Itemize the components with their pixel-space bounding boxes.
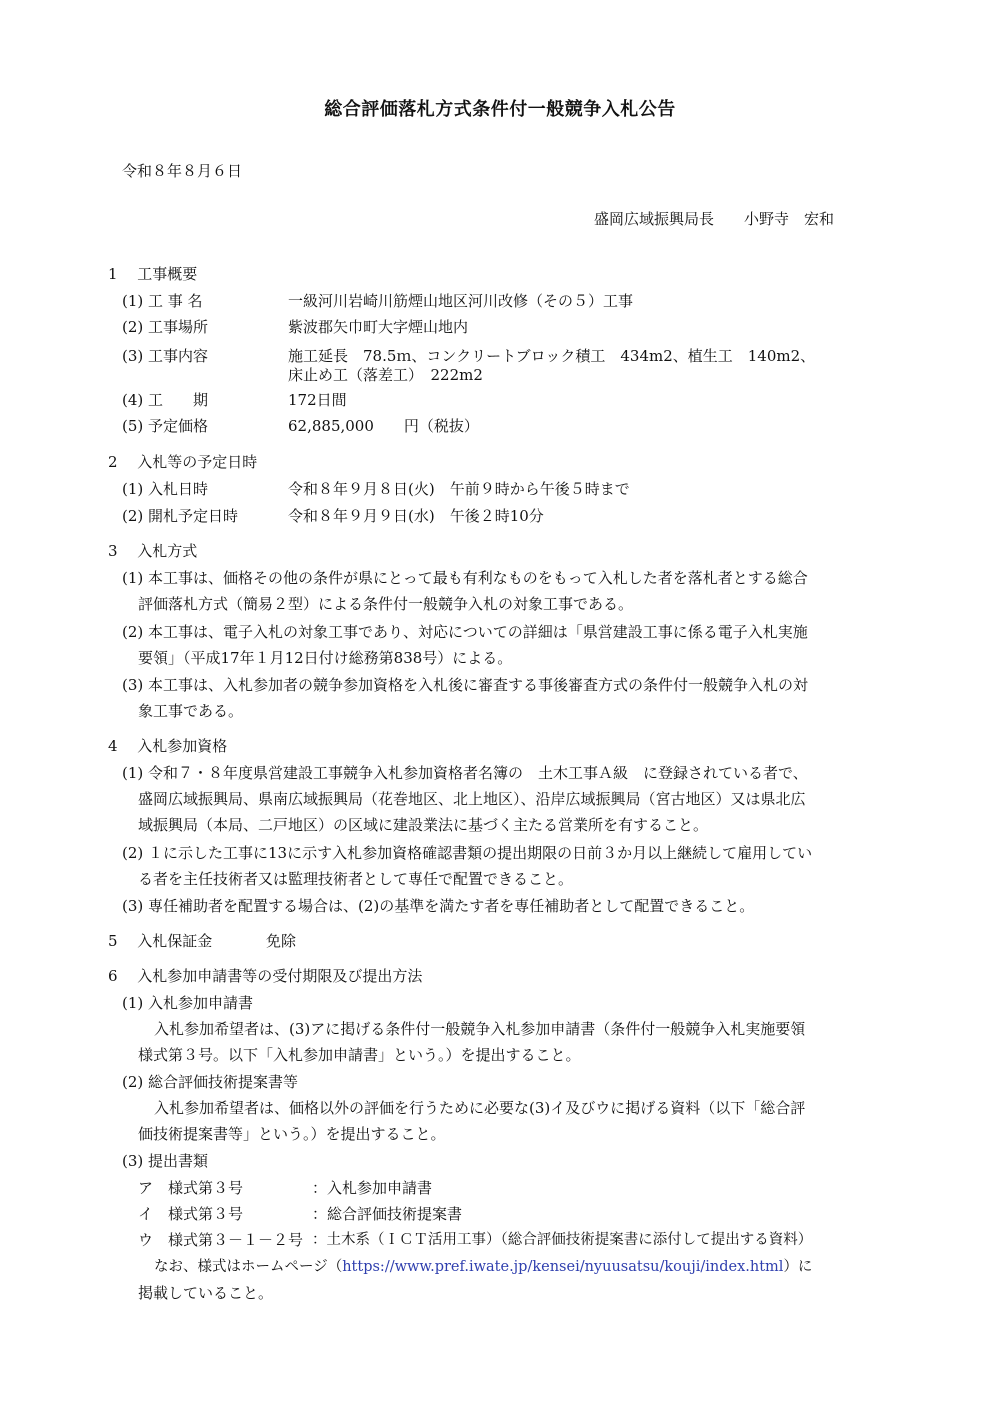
s3-line: (2) 本工事は、電子入札の対象工事であり、対応についての詳細は「県営建設工事に係る電子入札実施: [122, 623, 808, 641]
s6-sub2-line: 価技術提案書等」という。）を提出すること。: [138, 1125, 446, 1143]
doc-mark: ア 様式第３号: [138, 1179, 244, 1197]
value-work-name: 一級河川岩崎川筋煙山地区河川改修（その５）工事: [288, 292, 634, 310]
label-work-place: (2) 工事場所: [122, 318, 209, 336]
section-1-heading: 1 工事概要: [108, 265, 198, 283]
doc-desc: ：総合評価技術提案書: [312, 1205, 463, 1223]
s6-sub2-line: 入札参加希望者は、価格以外の評価を行うために必要な(3)イ及びウに掲げる資料（以下「総合評: [154, 1099, 806, 1117]
s6-sub1-heading: (1) 入札参加申請書: [122, 994, 254, 1012]
value-work-content-2: 床止め工（落差工） 222m2: [288, 366, 483, 384]
label-work-name: (1) 工 事 名: [122, 292, 203, 310]
s3-line: (1) 本工事は、価格その他の条件が県にとって最も有利なものをもって入札した者を落札者とする総合: [122, 569, 808, 587]
s3-line: 評価落札方式（簡易２型）による条件付一般競争入札の対象工事である。: [138, 595, 634, 613]
doc-desc: ：入札参加申請書: [312, 1179, 433, 1197]
s6-sub3-heading: (3) 提出書類: [122, 1152, 209, 1170]
label-work-period: (4) 工 期: [122, 391, 209, 409]
issuer: 盛岡広域振興局長 小野寺 宏和: [594, 210, 835, 228]
section-6-heading: 6 入札参加申請書等の受付期限及び提出方法: [108, 967, 423, 985]
s6-sub1-line: 様式第３号。以下「入札参加申請書」という。）を提出すること。: [138, 1046, 581, 1064]
homepage-note: [154, 1260, 812, 1275]
s3-line: (3) 本工事は、入札参加者の競争参加資格を入札後に審査する事後審査方式の条件付一般競争入札の対: [122, 676, 809, 694]
page-title: 総合評価落札方式条件付一般競争入札公告: [324, 99, 676, 120]
label-opening-datetime: (2) 開札予定日時: [122, 507, 239, 525]
homepage-link[interactable]: https://www.pref.iwate.jp/kensei/nyuusatsu/kouji/index.html: [342, 1259, 784, 1275]
s3-line: 要領」（平成17年１月12日付け総務第838号）による。: [138, 649, 513, 667]
note-suffix: ）に: [783, 1259, 813, 1275]
value-opening-datetime: 令和８年９月９日(水) 午後２時10分: [288, 507, 544, 525]
doc-mark: イ 様式第３号: [138, 1205, 244, 1223]
value-work-content: 施工延長 78.5ｍ、コンクリートブロック積工 434m2、植生工 140m2、: [288, 347, 816, 365]
s4-line: (3) 専任補助者を配置する場合は、(2)の基準を満たす者を専任補助者として配置できること。: [122, 897, 755, 915]
s4-line: 盛岡広域振興局、県南広域振興局（花巻地区、北上地区）、沿岸広域振興局（宮古地区）又は県北広: [138, 790, 806, 808]
section-5-heading: 5 入札保証金: [108, 932, 213, 950]
value-bid-bond: 免除: [266, 932, 297, 950]
value-planned-price: 62,885,000 円（税抜）: [288, 417, 479, 435]
doc-desc: ：土木系（ＩＣＴ活用工事）（総合評価技術提案書に添付して提出する資料）: [312, 1232, 813, 1248]
label-bid-datetime: (1) 入札日時: [122, 480, 209, 498]
s4-line: る者を主任技術者又は監理技術者として専任で配置できること。: [138, 870, 574, 888]
value-work-place: 紫波郡矢巾町大字煙山地内: [288, 318, 469, 336]
label-work-content: (3) 工事内容: [122, 347, 209, 365]
s4-line: (1) 令和７・８年度県営建設工事競争入札参加資格者名簿の 土木工事Ａ級 に登録されている者で、: [122, 764, 808, 782]
value-work-period: 172日間: [288, 391, 347, 409]
s6-sub1-line: 入札参加希望者は、(3)アに掲げる条件付一般競争入札参加申請書（条件付一般競争入札実施要領: [154, 1020, 806, 1038]
notice-date: 令和８年８月６日: [122, 162, 243, 180]
s3-line: 象工事である。: [138, 702, 244, 720]
s4-line: (2) １に示した工事に13に示す入札参加資格確認書類の提出期限の日前３か月以上継続して雇用してい: [122, 844, 813, 862]
section-4-heading: 4 入札参加資格: [108, 737, 228, 755]
section-3-heading: 3 入札方式: [108, 542, 198, 560]
s6-sub2-heading: (2) 総合評価技術提案書等: [122, 1073, 299, 1091]
homepage-note-line2: 掲載していること。: [138, 1284, 274, 1302]
section-2-heading: 2 入札等の予定日時: [108, 453, 258, 471]
doc-mark: ウ 様式第３－１－２号: [138, 1231, 304, 1249]
note-prefix: なお、様式はホームページ（: [154, 1259, 343, 1275]
value-bid-datetime: 令和８年９月８日(火) 午前９時から午後５時まで: [288, 480, 630, 498]
label-planned-price: (5) 予定価格: [122, 417, 209, 435]
s4-line: 域振興局（本局、二戸地区）の区域に建設業法に基づく主たる営業所を有すること。: [138, 816, 709, 834]
